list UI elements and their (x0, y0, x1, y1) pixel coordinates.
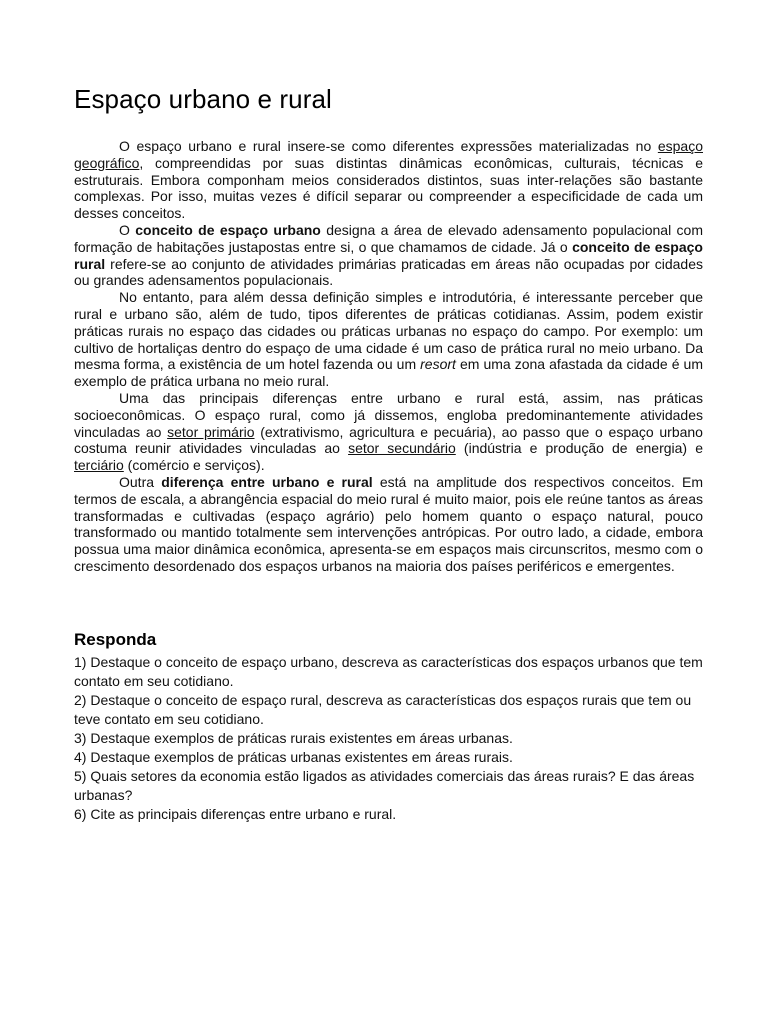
text-span: , compreendidas por suas distintas dinâmicas econômicas, culturais, técnicas e estruturais. Embora componham meios considerados distintos, suas inter-relações são bastante complexas. Por isso, muitas vezes é difícil separar ou compreender a especificidade de cada um desses conceitos. (74, 154, 703, 222)
text-span: está na amplitude dos respectivos conceitos. Em termos de escala, a abrangência espacial do meio rural é muito maior, pois ele reúne tantos as áreas transformadas e cultivadas (espaço agrário) pelo homem quanto o espaço natural, pouco transformado ou mantido totalmente sem intervenções antrópicas. Por outro lado, a cidade, embora possua uma maior dinâmica econômica, apresenta-se em espaços mais circunscritos, mesmo com o crescimento desordenado dos espaços urbanos na maioria dos países periféricos e emergentes. (74, 473, 703, 574)
paragraph-practices (74, 289, 703, 390)
text-span: (indústria e produção de energia) e (455, 440, 703, 457)
article-body (74, 138, 703, 575)
text-span: (extrativismo, agricultura e pecuária), ao passo que o espaço urbano costuma reunir atividades vinculadas ao (74, 423, 703, 457)
page-title: Espaço urbano e rural (74, 84, 332, 114)
question-item: 4) Destaque exemplos de práticas urbanas existentes em áreas rurais. (74, 749, 513, 765)
text-span: Outra (119, 473, 162, 490)
bold-term-diferenca: diferença entre urbano e rural (161, 473, 373, 490)
question-item: 5) Quais setores da economia estão ligados as atividades comerciais das áreas rurais? E das áreas urbanas? (74, 768, 695, 803)
text-span: O (119, 221, 136, 238)
question-item: 2) Destaque o conceito de espaço rural, descreva as características dos espaços rurais que tem ou teve contato em seu cotidiano. (74, 692, 692, 727)
text-span: O espaço urbano e rural insere-se como diferentes expressões materializadas no (119, 138, 658, 154)
link-terciario[interactable]: terciário (74, 457, 124, 474)
question-list (74, 653, 714, 824)
paragraph-amplitude (74, 474, 703, 575)
text-span: em uma zona afastada da cidade é um exemplo de prática urbana no meio rural. (74, 356, 703, 390)
text-span: Uma das principais diferenças entre urbano e rural está, assim, nas práticas socioeconômicas. O espaço rural, como já dissemos, engloba predominantemente atividades vinculadas ao (74, 389, 703, 440)
question-item: 3) Destaque exemplos de práticas rurais existentes em áreas urbanas. (74, 730, 513, 746)
bold-term-urbano: conceito de espaço urbano (135, 221, 321, 238)
text-span: No entanto, para além dessa definição simples e introdutória, é interessante perceber que rural e urbano são, além de tudo, tipos diferentes de práticas cotidianas. Assim, podem existir práticas rurais no espaço das cidades ou práticas urbanas no espaço do campo. Por exemplo: um cultivo de hortaliças dentro do espaço de uma cidade é um caso de prática rural no meio urbano. Da mesma forma, a existência de um hotel fazenda ou um (74, 289, 703, 373)
question-item: 1) Destaque o conceito de espaço urbano, descreva as características dos espaços urbanos que tem contato em seu cotidiano. (74, 654, 703, 689)
text-span: refere-se ao conjunto de atividades primárias praticadas em áreas não ocupadas por cidades ou grandes adensamentos populacionais. (74, 255, 703, 289)
text-span: designa a área de elevado adensamento populacional com formação de habitações justapostas entre si, o que chamamos de cidade. Já o (74, 221, 703, 255)
bold-term-rural: conceito de espaço rural (74, 238, 703, 272)
link-setor-primario[interactable]: setor primário (167, 423, 255, 440)
link-espaco-geografico[interactable]: espaço geográfico (74, 138, 703, 171)
link-setor-secundario[interactable]: setor secundário (348, 440, 456, 457)
question-item: 6) Cite as principais diferenças entre urbano e rural. (74, 806, 397, 822)
responda-heading: Responda (74, 630, 157, 649)
paragraph-socioeconomic (74, 390, 703, 474)
text-span: (comércio e serviços). (123, 457, 265, 474)
italic-term-resort: resort (420, 356, 456, 373)
paragraph-intro (74, 138, 703, 222)
paragraph-concepts (74, 222, 703, 289)
